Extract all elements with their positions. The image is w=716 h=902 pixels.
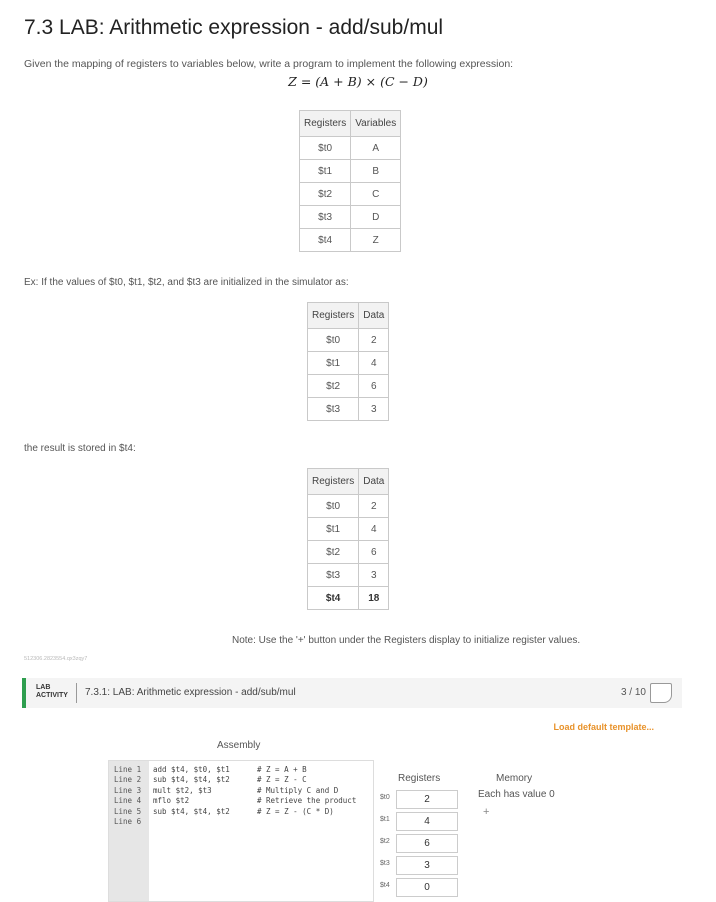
table-header: Variables [351, 111, 401, 137]
table-header: Registers [308, 303, 359, 329]
code-line[interactable]: sub $t4, $t4, $t2 [153, 806, 230, 816]
table-row [308, 564, 389, 587]
table-header: Registers [308, 469, 359, 495]
mapping-table [299, 110, 401, 252]
register-data: 2 [359, 495, 389, 518]
register-value-input[interactable]: 6 [396, 834, 458, 853]
register-data: 2 [359, 329, 389, 352]
lab-score: 3 / 10 [620, 687, 646, 698]
register-name: $t2 [308, 375, 359, 398]
lab-title: 7.3.1: LAB: Arithmetic expression - add/sub/mul [85, 687, 296, 698]
example-text: Ex: If the values of $t0, $t1, $t2, and $t3 are initialized in the simulator as: [24, 277, 349, 288]
table-row [300, 229, 401, 252]
register-label: $t3 [380, 860, 390, 867]
register-name: $t2 [308, 541, 359, 564]
register-data: 6 [359, 375, 389, 398]
code-comments[interactable] [257, 765, 356, 817]
memory-note: Each has value 0 [478, 789, 555, 800]
line-number: Line 2 [114, 775, 142, 785]
line-numbers [109, 761, 149, 827]
variable-name: D [351, 206, 401, 229]
register-name: $t4 [308, 587, 359, 610]
table-row [308, 375, 389, 398]
lab-tag-line: ACTIVITY [36, 692, 68, 699]
memory-panel-title: Memory [496, 773, 533, 784]
register-name: $t0 [308, 329, 359, 352]
register-name: $t2 [300, 183, 351, 206]
init-values-table [307, 302, 389, 421]
register-row [378, 834, 458, 852]
line-number: Line 5 [114, 806, 142, 816]
code-line[interactable]: add $t4, $t0, $t1 [153, 765, 230, 774]
register-value-input[interactable]: 3 [396, 856, 458, 875]
lab-tag-line: LAB [36, 684, 51, 691]
register-name: $t4 [300, 229, 351, 252]
table-row [308, 518, 389, 541]
register-data: 4 [359, 518, 389, 541]
registers-panel-title: Registers [398, 773, 441, 784]
register-name: $t1 [300, 160, 351, 183]
divider [76, 683, 77, 703]
variable-name: A [351, 137, 401, 160]
variable-name: C [351, 183, 401, 206]
register-data: 18 [359, 587, 389, 610]
variable-name: Z [351, 229, 401, 252]
table-row [308, 587, 389, 610]
code-comment[interactable]: # Retrieve the product [257, 796, 357, 806]
table-row [300, 137, 401, 160]
assembly-code-editor[interactable] [108, 760, 374, 902]
table-row [308, 329, 389, 352]
register-label: $t1 [380, 816, 390, 823]
register-name: $t3 [308, 564, 359, 587]
formula: Z = (A + B) × (C − D) [288, 74, 428, 89]
code-comment[interactable]: # Multiply C and D [257, 785, 339, 795]
code-comment[interactable]: # Z = Z - C [257, 775, 307, 785]
register-label: $t0 [380, 794, 390, 801]
register-row [378, 812, 458, 830]
table-header: Registers [300, 111, 351, 137]
register-label: $t4 [380, 882, 390, 889]
line-number: Line 1 [114, 765, 142, 774]
register-value-input[interactable]: 0 [396, 878, 458, 897]
table-row [308, 541, 389, 564]
register-name: $t1 [308, 352, 359, 375]
note-text: Note: Use the '+' button under the Registers display to initialize register values. [232, 635, 581, 646]
register-label: $t2 [380, 838, 390, 845]
line-number: Line 6 [114, 817, 142, 827]
lab-activity-tag [36, 684, 68, 700]
table-row [300, 160, 401, 183]
result-table [307, 468, 389, 610]
code-line[interactable]: mult $t2, $t3 [153, 785, 212, 795]
line-number-gutter [109, 761, 149, 901]
content-identifier: 512306.2823554.qx3zqy7 [24, 656, 88, 662]
table-row [300, 183, 401, 206]
register-name: $t3 [300, 206, 351, 229]
load-default-template-link[interactable]: Load default template... [553, 722, 654, 732]
page-title: 7.3 LAB: Arithmetic expression - add/sub/mul [24, 16, 444, 39]
register-name: $t1 [308, 518, 359, 541]
register-value-input[interactable]: 2 [396, 790, 458, 809]
table-row [308, 352, 389, 375]
table-row [300, 206, 401, 229]
lab-activity-header [22, 678, 682, 708]
code-comment[interactable]: # Z = Z - (C * D) [257, 806, 334, 816]
line-number: Line 4 [114, 796, 142, 806]
intro-text: Given the mapping of registers to variables below, write a program to implement the following expression: [24, 58, 514, 70]
line-number: Line 3 [114, 785, 142, 795]
register-data: 6 [359, 541, 389, 564]
variable-name: B [351, 160, 401, 183]
code-line[interactable]: mflo $t2 [153, 796, 190, 806]
register-data: 3 [359, 398, 389, 421]
code-comment[interactable]: # Z = A + B [257, 765, 307, 774]
assembly-label: Assembly [217, 740, 261, 751]
add-memory-button[interactable]: + [483, 806, 490, 818]
register-name: $t3 [308, 398, 359, 421]
register-name: $t0 [308, 495, 359, 518]
register-row [378, 878, 458, 896]
table-row [308, 495, 389, 518]
score-badge-icon [650, 683, 672, 703]
table-header: Data [359, 303, 389, 329]
result-text: the result is stored in $t4: [24, 443, 136, 454]
register-row [378, 790, 458, 808]
register-data: 3 [359, 564, 389, 587]
table-header: Data [359, 469, 389, 495]
register-row [378, 856, 458, 874]
code-instructions[interactable] [153, 765, 230, 817]
register-name: $t0 [300, 137, 351, 160]
table-row [308, 398, 389, 421]
register-value-input[interactable]: 4 [396, 812, 458, 831]
register-data: 4 [359, 352, 389, 375]
code-line[interactable]: sub $t4, $t4, $t2 [153, 775, 230, 785]
